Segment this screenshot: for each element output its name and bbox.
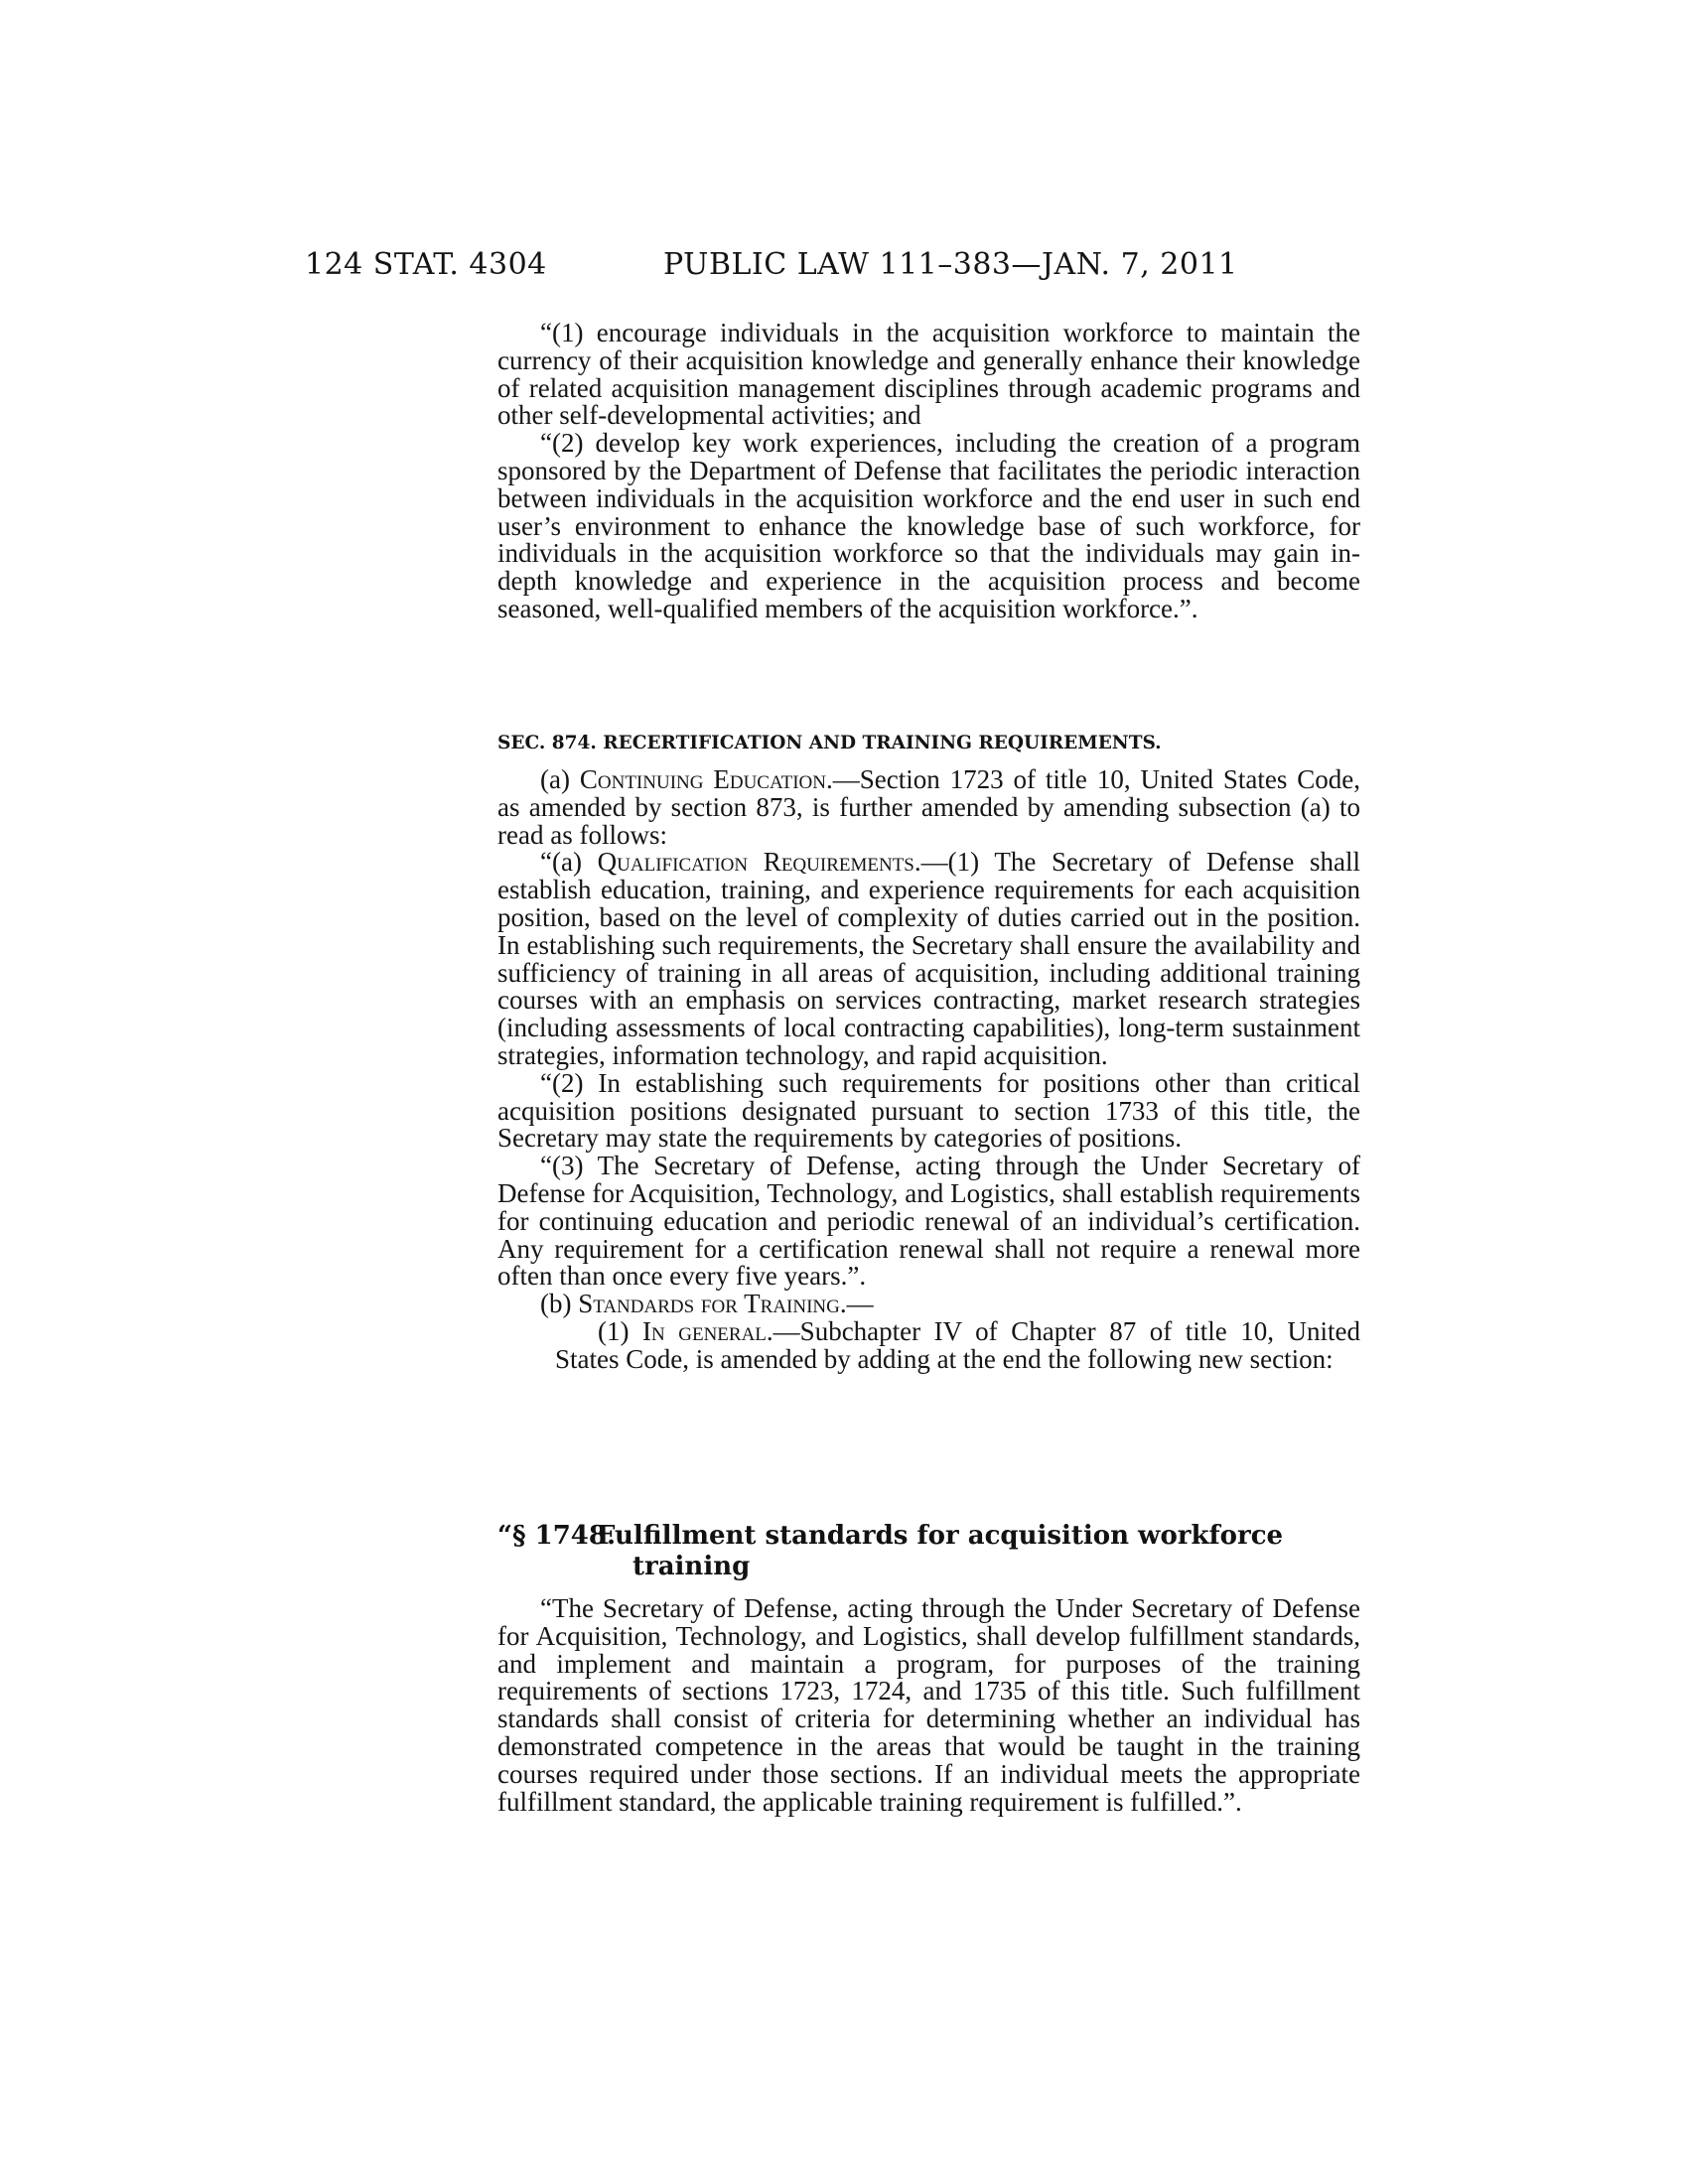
- subsection-a: [497, 766, 1360, 849]
- subsection-b-1-text: .—Subchapter IV of Chapter 87 of title 10, United States Code, is amended by adding at the end the following new section:: [555, 1315, 1361, 1374]
- intro-paragraph-1: “(1) encourage individuals in the acquisition workforce to maintain the currency of their acquisition knowledge and generally enhance their knowledge of related acquisition management disciplines through academic programs and other self-developmental activities; and: [497, 318, 1360, 431]
- intro-block: [497, 320, 1360, 623]
- paragraph-2: “(2) In establishing such requirements for positions other than critical acquisition positions designated pursuant to section 1733 of this title, the Secretary may state the requirements by categories of positions.: [497, 1067, 1360, 1154]
- section-1748-paragraph: “The Secretary of Defense, acting through the Under Secretary of Defense for Acquisition, Technology, and Logistics, shall develop fulfillment standards, and implement and maintain a program, for purposes of the training requirements of sections 1723, 1724, and 1735 of this title. Such fulfillment standards shall consist of criteria for determining whether an individual has demonstrated competence in the areas that would be taught in the training courses required under those sections. If an individual meets the appropriate fulfillment standard, the applicable training requirement is fulfilled.”.: [497, 1593, 1360, 1817]
- subsection-a-text: .—Section 1723 of title 10, United States Code, as amended by section 873, is further amended by amending subsection (a) to read as follows:: [497, 764, 1360, 850]
- subsection-a-label: (a): [540, 764, 580, 794]
- subsection-b-1: [497, 1315, 1361, 1374]
- subsection-a-caption: Continuing Education: [579, 764, 826, 794]
- paragraph-3: “(3) The Secretary of Defense, acting through the Under Secretary of Defense for Acquisition, Technology, and Logistics, shall establish requirements for continuing education and periodic renewal of an individual’s certification. Any requirement for a certification renewal shall not require a renewal more often than once every five years.”.: [497, 1151, 1360, 1292]
- section-874-heading: SEC. 874. RECERTIFICATION AND TRAINING REQUIREMENTS.: [497, 733, 1162, 753]
- subsection-b-1-label: (1): [598, 1315, 643, 1346]
- section-1748-title-line-2: training: [633, 1552, 751, 1581]
- stat-page-number: 124 STAT. 4304: [305, 247, 547, 282]
- section-874-body: [497, 766, 1360, 1374]
- qualification-text: .—(1) The Secretary of Defense shall establish education, training, and experience requirements for each acquisition position, based on the level of complexity of duties carried out in the position. In establishing such requirements, the Secretary shall ensure the availability and sufficiency of training in all areas of acquisition, including additional training courses with an emphasis on services contracting, market research strategies (including assessments of local contracting capabilities), long-term sustainment strategies, information technology, and rapid acquisition.: [497, 847, 1361, 1070]
- subsection-b-label: (b): [540, 1289, 579, 1319]
- qualification-label: “(a): [540, 847, 598, 878]
- public-law-date: PUBLIC LAW 111–383—JAN. 7, 2011: [663, 247, 1238, 282]
- subsection-b-1-caption: In general: [642, 1315, 767, 1346]
- subsection-b: [497, 1291, 1360, 1318]
- subsection-b-caption: Standards for Training: [578, 1289, 840, 1319]
- qualification-caption: Qualification Requirements: [597, 847, 914, 878]
- section-1748-title-line-1: Fulfillment standards for acquisition workforce: [597, 1521, 1284, 1551]
- qualification-requirements: [497, 849, 1360, 1069]
- section-1748-number: “§ 1748.: [497, 1521, 617, 1551]
- section-1748-body: [497, 1595, 1360, 1816]
- intro-paragraph-2: “(2) develop key work experiences, including the creation of a program sponsored by the Department of Defense that facilitates the periodic interaction between individuals in the acquisition workforce and the end user in such end user’s environment to enhance the knowledge base of such workforce, for individuals in the acquisition workforce so that the individuals may gain in-depth knowledge and experience in the acquisition process and become seasoned, well-qualified members of the acquisition workforce.”.: [497, 428, 1360, 623]
- subsection-b-text: .—: [839, 1289, 874, 1319]
- section-1748-title: [497, 1521, 1360, 1582]
